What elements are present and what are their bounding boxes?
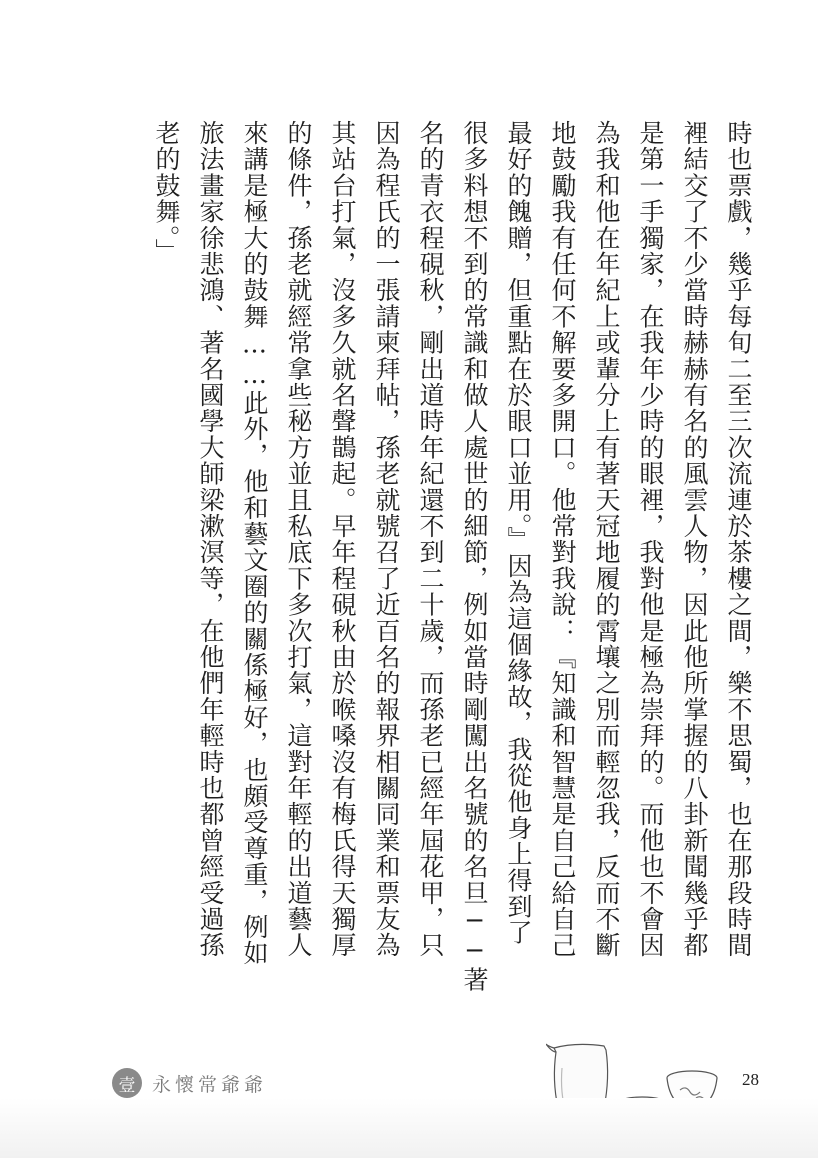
text-column-2: 裡結交了不少當時赫赫有名的風雲人物，因此他所掌握的八卦新聞幾乎都 [680, 120, 709, 959]
page-number: 28 [742, 1070, 759, 1089]
text-column-3: 是第一手獨家，在我年少時的眼裡，我對他是極為崇拜的。而他也不會因 [636, 120, 665, 959]
text-column-1: 時也票戲，幾乎每旬二至三次流連於茶樓之間，樂不思蜀，也在那段時間 [724, 120, 753, 959]
text-column-13: 旅法畫家徐悲鴻、著名國學大師梁漱溟等，在他們年輕時也都曾經受過孫 [196, 120, 225, 959]
text-column-12: 來講是極大的鼓舞……此外，他和藝文圈的關係極好，也頗受尊重，例如 [240, 120, 269, 967]
text-column-14: 老的鼓舞。」 [152, 120, 181, 265]
text-column-7: 很多料想不到的常識和做人處世的細節，例如當時剛闖出名號的名旦──著 [460, 120, 489, 993]
page-bottom-shadow [0, 1098, 818, 1158]
chapter-badge: 壹 [112, 1068, 142, 1098]
text-column-6: 最好的餽贈，但重點在於眼口並用。』因為這個緣故，我從他身上得到了 [504, 120, 533, 946]
text-column-8: 名的青衣程硯秋，剛出道時年紀還不到二十歲，而孫老已經年屆花甲，只 [416, 120, 445, 959]
running-footer [112, 1068, 267, 1098]
text-column-4: 為我和他在年紀上或輩分上有著天冠地履的霄壤之別而輕忽我，反而不斷 [592, 120, 621, 959]
text-column-11: 的條件，孫老就經常拿些秘方並且私底下多次打氣，這對年輕的出道藝人 [284, 120, 313, 959]
text-column-5: 地鼓勵我有任何不解要多開口。他常對我說：『知識和智慧是自己給自己 [548, 120, 577, 959]
book-title: 永懷常爺爺 [152, 1073, 268, 1096]
vertical-body-text [120, 120, 760, 1000]
text-column-9: 因為程氏的一張請柬拜帖，孫老就號召了近百名的報界相關同業和票友為 [372, 120, 401, 959]
text-column-10: 其站台打氣，沒多久就名聲鵲起。早年程硯秋由於喉嗓沒有梅氏得天獨厚 [328, 120, 357, 959]
